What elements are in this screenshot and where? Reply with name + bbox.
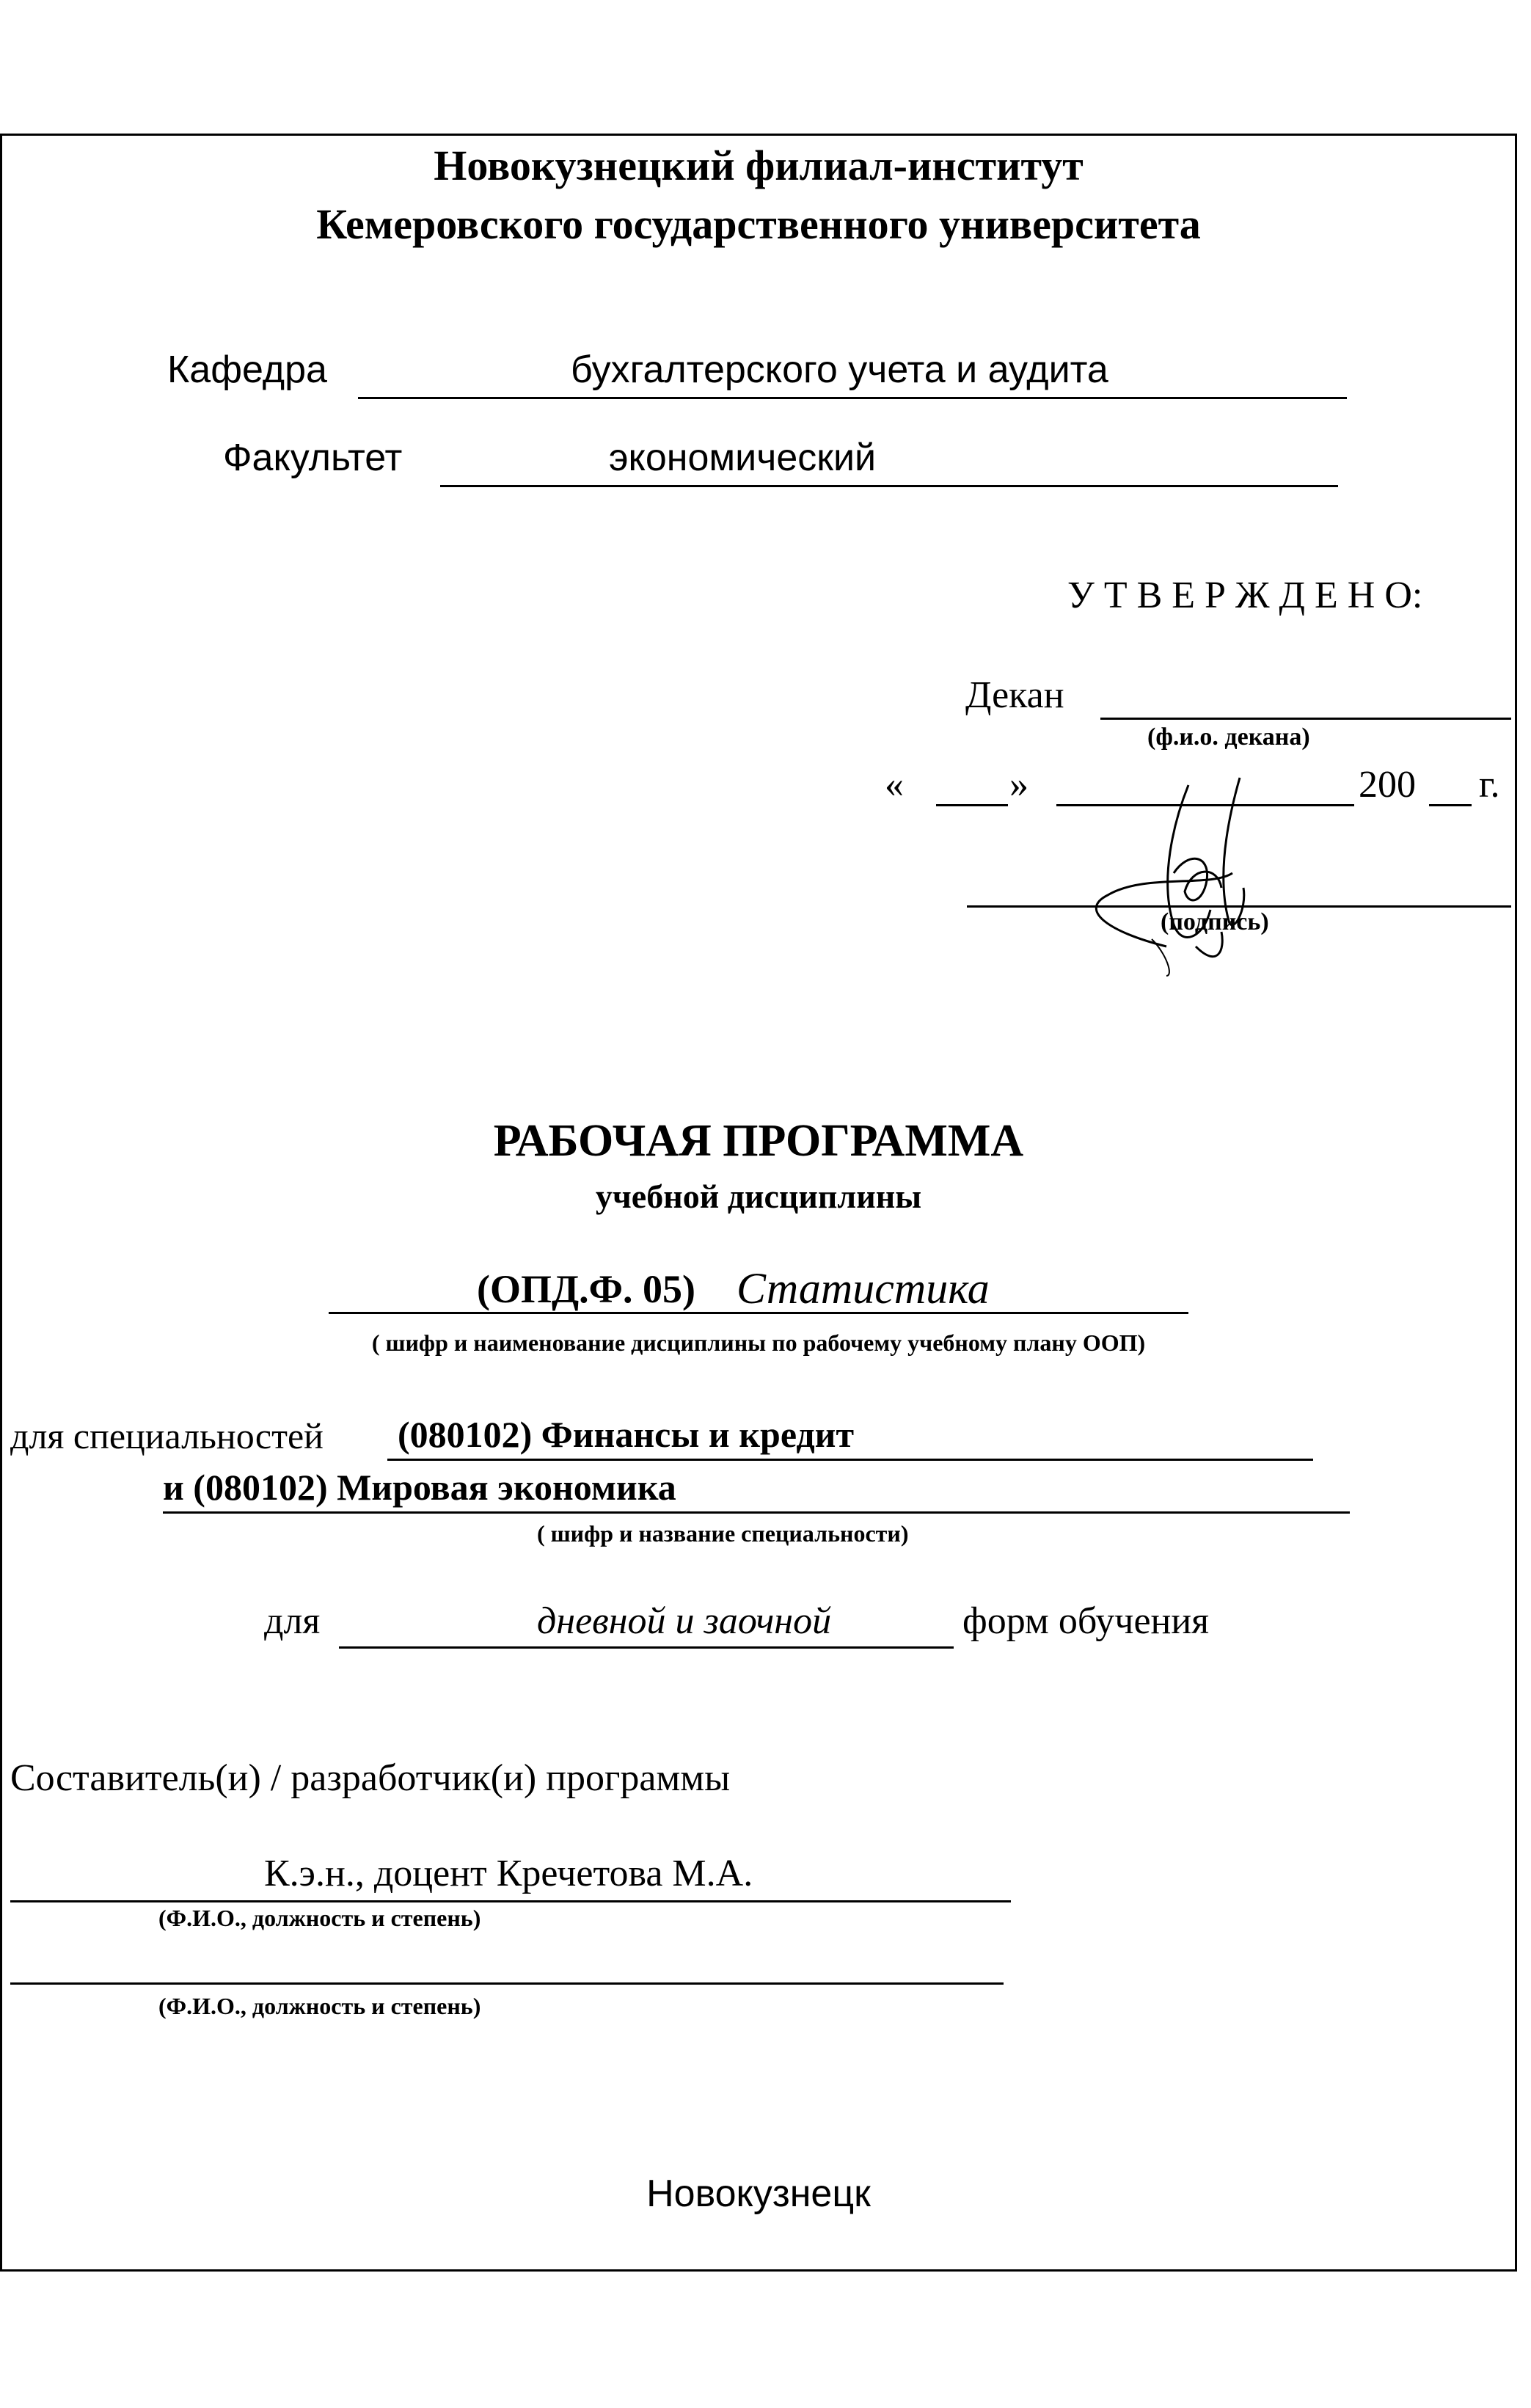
specialty-2: и (080102) Мировая экономика xyxy=(163,1467,676,1508)
specialties-label: для специальностей xyxy=(10,1415,324,1456)
author-2-caption: (Ф.И.О., должность и степень) xyxy=(158,1993,481,2019)
author-1-caption: (Ф.И.О., должность и степень) xyxy=(158,1905,481,1931)
approval-title: У Т В Е Р Ж Д Е Н О: xyxy=(1067,574,1423,616)
author-1-line xyxy=(10,1900,1011,1902)
discipline-code: (ОПД.Ф. 05) xyxy=(477,1267,696,1311)
specialty-line-1 xyxy=(387,1459,1313,1461)
specialty-1: (080102) Финансы и кредит xyxy=(398,1414,855,1455)
signature-caption: (подпись) xyxy=(1161,908,1269,935)
specialty-line-2 xyxy=(163,1511,1350,1514)
program-title: РАБОЧАЯ ПРОГРАММА xyxy=(493,1116,1024,1166)
dean-label: Декан xyxy=(965,674,1064,716)
date-close-quote: » xyxy=(1009,764,1028,806)
date-day-line xyxy=(936,804,1008,806)
study-form-prefix: для xyxy=(264,1600,321,1642)
dean-name-line xyxy=(1100,718,1511,720)
kafedra-underline xyxy=(358,397,1347,399)
date-open-quote: « xyxy=(885,764,904,806)
fakultet-value: экономический xyxy=(609,437,877,479)
authors-heading: Составитель(и) / разработчик(и) программы xyxy=(10,1757,731,1799)
study-form-value: дневной и заочной xyxy=(537,1600,832,1642)
university-name: Кемеровского государственного университета xyxy=(316,200,1201,248)
date-year-prefix: 200 xyxy=(1359,764,1416,806)
dean-signature-image xyxy=(1064,763,1298,983)
city: Новокузнецк xyxy=(646,2172,871,2215)
fakultet-underline xyxy=(440,485,1338,487)
date-year-line xyxy=(1429,804,1472,806)
institution-name: Новокузнецкий филиал-институт xyxy=(434,142,1084,189)
date-year-suffix: г. xyxy=(1479,764,1500,806)
fakultet-label: Факультет xyxy=(223,437,403,479)
discipline-caption: ( шифр и наименование дисциплины по рабочему учебному плану ООП) xyxy=(371,1329,1146,1356)
author-2-line xyxy=(10,1982,1004,1985)
kafedra-label: Кафедра xyxy=(167,349,327,391)
kafedra-value: бухгалтерского учета и аудита xyxy=(571,349,1108,391)
discipline-name: Статистика xyxy=(737,1264,990,1313)
author-1: К.э.н., доцент Кречетова М.А. xyxy=(264,1853,753,1894)
study-form-underline xyxy=(339,1646,954,1649)
study-form-suffix: форм обучения xyxy=(962,1600,1210,1642)
specialties-caption: ( шифр и название специальности) xyxy=(537,1520,909,1547)
dean-caption: (ф.и.о. декана) xyxy=(1147,723,1310,751)
program-subtitle: учебной дисциплины xyxy=(595,1178,922,1215)
